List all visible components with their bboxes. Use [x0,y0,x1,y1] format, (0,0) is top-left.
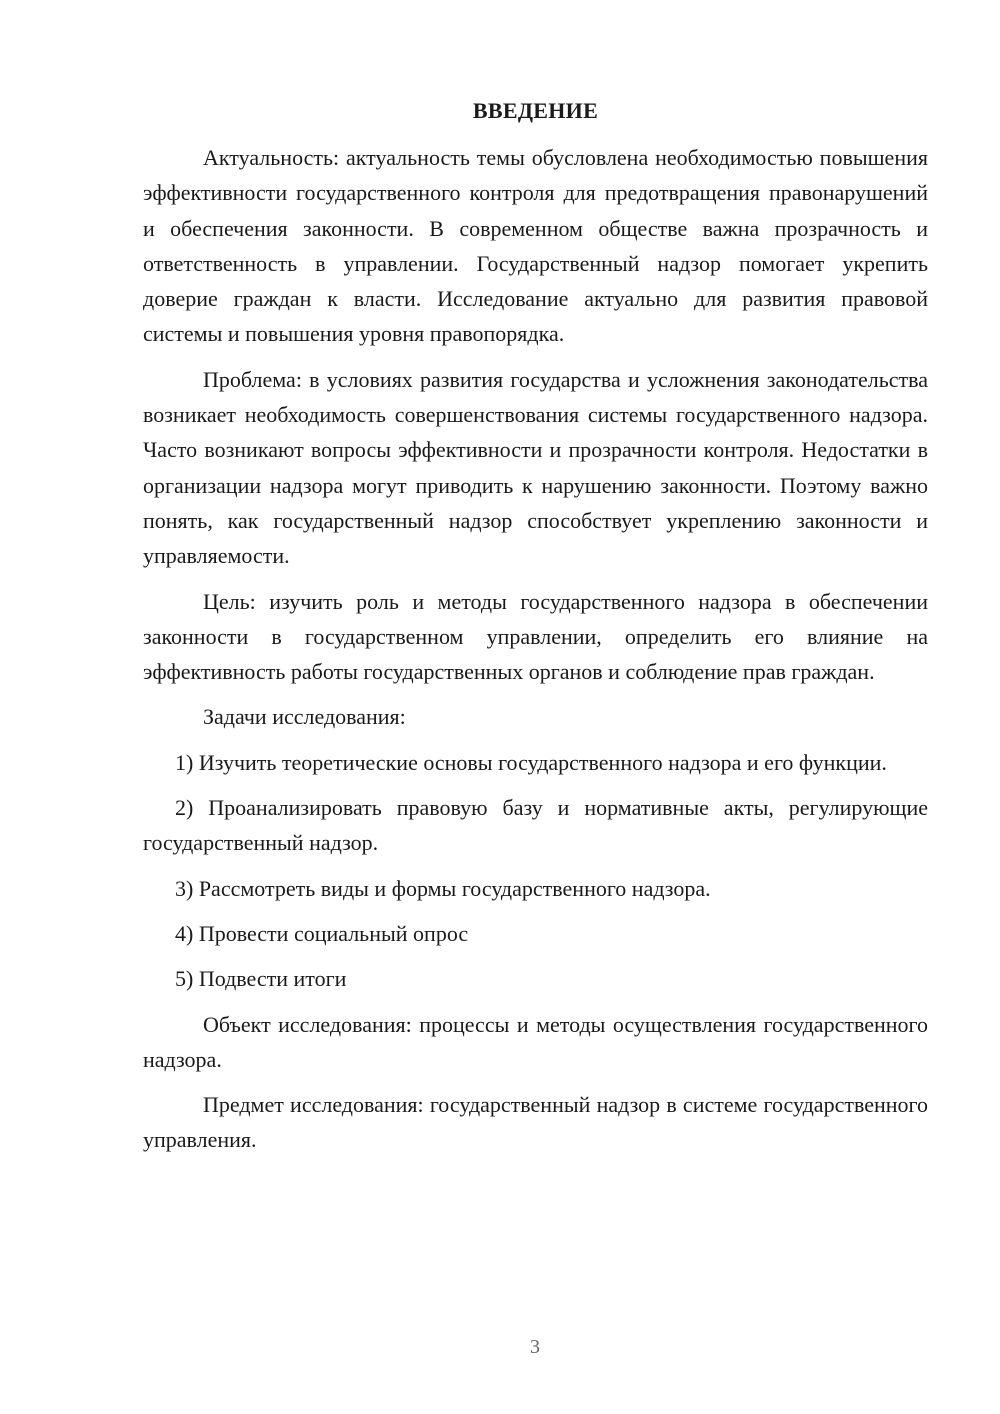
relevance-paragraph: Актуальность: актуальность темы обусловлена необходимостью повышения эффективности государственного контроля для предотвращения правонарушений и обеспечения законности. В современном обществе важна прозрачность и ответственность в управлении. Государственный надзор помогает укрепить доверие граждан к власти. Исследование актуально для развития правовой системы и повышения уровня правопорядка. [143,145,928,347]
tasks-heading: Задачи исследования: [203,704,406,730]
problem-paragraph: Проблема: в условиях развития государства и усложнения законодательства возникает необходимость совершенствования системы государственного надзора. Часто возникают вопросы эффективности и прозрачности контроля. Недостатки в организации надзора могут приводить к нарушению законности. Поэтому важно понять, как государственный надзор способствует укреплению законности и управляемости. [143,366,928,569]
task-item: 1) Изучить теоретические основы государственного надзора и его функции. [175,749,887,775]
subject-paragraph: Предмет исследования: государственный надзор в системе государственного управления. [143,1092,928,1153]
section-title: ВВЕДЕНИЕ [472,98,599,123]
document-body [143,93,928,1168]
goal-paragraph: Цель: изучить роль и методы государственного надзора в обеспечении законности в государственном управлении, определить его влияние на эффективность работы государственных органов и соблюдение прав граждан. [143,588,928,685]
object-paragraph: Объект исследования: процессы и методы осуществления государственного надзора. [143,1011,928,1072]
page-number: 3 [530,1336,540,1358]
task-item: 3) Рассмотреть виды и формы государственного надзора. [175,875,711,901]
task-item: 4) Провести социальный опрос [175,920,469,946]
task-item: 2) Проанализировать правовую базу и нормативные акты, регулирующие государственный надзор. [143,795,928,856]
tasks-list [143,745,928,997]
task-item: 5) Подвести итоги [175,966,347,992]
